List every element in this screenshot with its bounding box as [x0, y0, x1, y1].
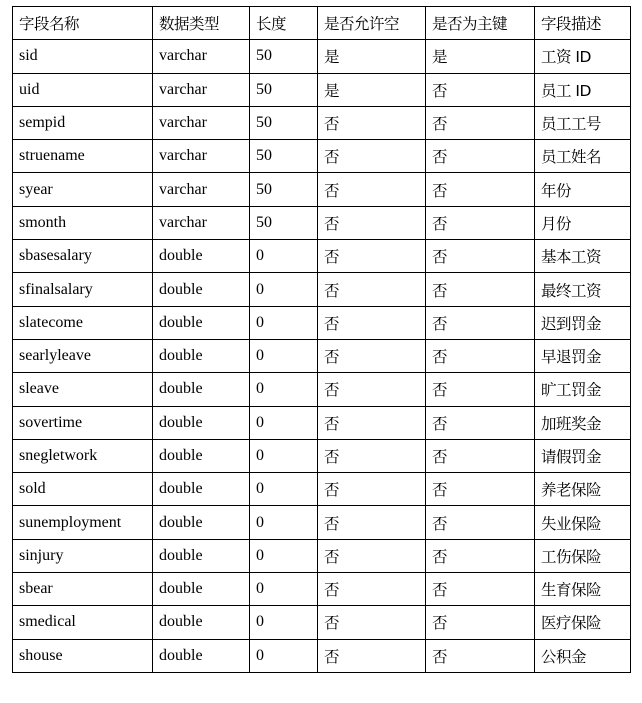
cell-description: 医疗保险: [535, 606, 631, 639]
cell-description: 最终工资: [535, 273, 631, 306]
cell-description: 失业保险: [535, 506, 631, 539]
cell-data-type: double: [153, 606, 250, 639]
cell-primary-key: 否: [426, 406, 535, 439]
cell-primary-key: 否: [426, 573, 535, 606]
table-row: [13, 606, 631, 639]
table-row: [13, 506, 631, 539]
cell-field-name: syear: [13, 173, 153, 206]
header-row: [13, 7, 631, 40]
cell-nullable: 否: [318, 573, 426, 606]
cell-primary-key: 否: [426, 339, 535, 372]
cell-length: 0: [250, 573, 318, 606]
cell-data-type: double: [153, 439, 250, 472]
cell-length: 0: [250, 639, 318, 672]
cell-length: 50: [250, 40, 318, 73]
cell-nullable: 否: [318, 373, 426, 406]
cell-length: 50: [250, 106, 318, 139]
cell-data-type: varchar: [153, 73, 250, 106]
table-row: [13, 473, 631, 506]
table-row: [13, 173, 631, 206]
cell-primary-key: 否: [426, 273, 535, 306]
cell-description: 基本工资: [535, 240, 631, 273]
cell-primary-key: 否: [426, 539, 535, 572]
cell-field-name: searlyleave: [13, 339, 153, 372]
cell-field-name: sovertime: [13, 406, 153, 439]
cell-nullable: 是: [318, 40, 426, 73]
table-row: [13, 73, 631, 106]
header-primary-key: 是否为主键: [426, 7, 535, 40]
table-row: [13, 339, 631, 372]
cell-description: 员工 ID: [535, 73, 631, 106]
table-row: [13, 573, 631, 606]
cell-description: 公积金: [535, 639, 631, 672]
cell-nullable: 否: [318, 473, 426, 506]
cell-field-name: shouse: [13, 639, 153, 672]
cell-data-type: double: [153, 273, 250, 306]
cell-description: 迟到罚金: [535, 306, 631, 339]
cell-nullable: 是: [318, 73, 426, 106]
cell-length: 0: [250, 473, 318, 506]
table-row: [13, 140, 631, 173]
cell-primary-key: 是: [426, 40, 535, 73]
cell-description: 请假罚金: [535, 439, 631, 472]
cell-length: 0: [250, 373, 318, 406]
table-row: [13, 106, 631, 139]
cell-nullable: 否: [318, 606, 426, 639]
cell-data-type: double: [153, 506, 250, 539]
table-header: [13, 7, 631, 40]
cell-nullable: 否: [318, 406, 426, 439]
cell-field-name: snegletwork: [13, 439, 153, 472]
cell-length: 0: [250, 439, 318, 472]
cell-description: 员工工号: [535, 106, 631, 139]
header-field-name: 字段名称: [13, 7, 153, 40]
cell-primary-key: 否: [426, 373, 535, 406]
cell-primary-key: 否: [426, 206, 535, 239]
table-row: [13, 306, 631, 339]
cell-primary-key: 否: [426, 473, 535, 506]
cell-field-name: struename: [13, 140, 153, 173]
table-row: [13, 639, 631, 672]
cell-field-name: slatecome: [13, 306, 153, 339]
cell-data-type: varchar: [153, 40, 250, 73]
cell-field-name: sbasesalary: [13, 240, 153, 273]
table-row: [13, 539, 631, 572]
cell-description: 员工姓名: [535, 140, 631, 173]
cell-length: 0: [250, 306, 318, 339]
cell-nullable: 否: [318, 240, 426, 273]
cell-field-name: smonth: [13, 206, 153, 239]
cell-primary-key: 否: [426, 606, 535, 639]
cell-data-type: double: [153, 306, 250, 339]
cell-primary-key: 否: [426, 106, 535, 139]
cell-nullable: 否: [318, 639, 426, 672]
cell-description: 生育保险: [535, 573, 631, 606]
cell-length: 0: [250, 273, 318, 306]
cell-field-name: smedical: [13, 606, 153, 639]
cell-data-type: double: [153, 539, 250, 572]
cell-data-type: double: [153, 240, 250, 273]
header-nullable: 是否允许空: [318, 7, 426, 40]
cell-primary-key: 否: [426, 306, 535, 339]
table-row: [13, 373, 631, 406]
cell-nullable: 否: [318, 439, 426, 472]
cell-data-type: varchar: [153, 206, 250, 239]
cell-primary-key: 否: [426, 240, 535, 273]
cell-description: 年份: [535, 173, 631, 206]
cell-description: 工伤保险: [535, 539, 631, 572]
cell-nullable: 否: [318, 173, 426, 206]
cell-nullable: 否: [318, 106, 426, 139]
cell-nullable: 否: [318, 140, 426, 173]
cell-data-type: double: [153, 573, 250, 606]
cell-field-name: sfinalsalary: [13, 273, 153, 306]
header-length: 长度: [250, 7, 318, 40]
cell-length: 0: [250, 506, 318, 539]
field-schema-table: [12, 6, 631, 673]
cell-field-name: sempid: [13, 106, 153, 139]
table-row: [13, 439, 631, 472]
cell-field-name: sold: [13, 473, 153, 506]
cell-field-name: uid: [13, 73, 153, 106]
cell-nullable: 否: [318, 206, 426, 239]
cell-data-type: double: [153, 639, 250, 672]
cell-description: 工资 ID: [535, 40, 631, 73]
cell-primary-key: 否: [426, 173, 535, 206]
cell-length: 0: [250, 406, 318, 439]
cell-length: 0: [250, 339, 318, 372]
cell-length: 50: [250, 173, 318, 206]
cell-data-type: double: [153, 406, 250, 439]
cell-description: 早退罚金: [535, 339, 631, 372]
header-description: 字段描述: [535, 7, 631, 40]
cell-primary-key: 否: [426, 639, 535, 672]
cell-data-type: double: [153, 339, 250, 372]
cell-data-type: double: [153, 473, 250, 506]
table-row: [13, 240, 631, 273]
cell-nullable: 否: [318, 339, 426, 372]
table-row: [13, 206, 631, 239]
table-body: [13, 40, 631, 673]
cell-length: 50: [250, 73, 318, 106]
cell-data-type: double: [153, 373, 250, 406]
cell-field-name: sunemployment: [13, 506, 153, 539]
cell-primary-key: 否: [426, 439, 535, 472]
cell-length: 0: [250, 606, 318, 639]
cell-data-type: varchar: [153, 106, 250, 139]
cell-nullable: 否: [318, 539, 426, 572]
cell-nullable: 否: [318, 273, 426, 306]
cell-field-name: sbear: [13, 573, 153, 606]
cell-field-name: sid: [13, 40, 153, 73]
cell-field-name: sinjury: [13, 539, 153, 572]
cell-description: 加班奖金: [535, 406, 631, 439]
cell-length: 0: [250, 539, 318, 572]
cell-description: 月份: [535, 206, 631, 239]
header-data-type: 数据类型: [153, 7, 250, 40]
cell-nullable: 否: [318, 506, 426, 539]
cell-data-type: varchar: [153, 140, 250, 173]
cell-description: 旷工罚金: [535, 373, 631, 406]
cell-length: 50: [250, 140, 318, 173]
cell-primary-key: 否: [426, 140, 535, 173]
table-row: [13, 40, 631, 73]
cell-description: 养老保险: [535, 473, 631, 506]
table-row: [13, 406, 631, 439]
cell-data-type: varchar: [153, 173, 250, 206]
cell-nullable: 否: [318, 306, 426, 339]
cell-primary-key: 否: [426, 73, 535, 106]
cell-length: 50: [250, 206, 318, 239]
table-row: [13, 273, 631, 306]
cell-primary-key: 否: [426, 506, 535, 539]
cell-field-name: sleave: [13, 373, 153, 406]
cell-length: 0: [250, 240, 318, 273]
